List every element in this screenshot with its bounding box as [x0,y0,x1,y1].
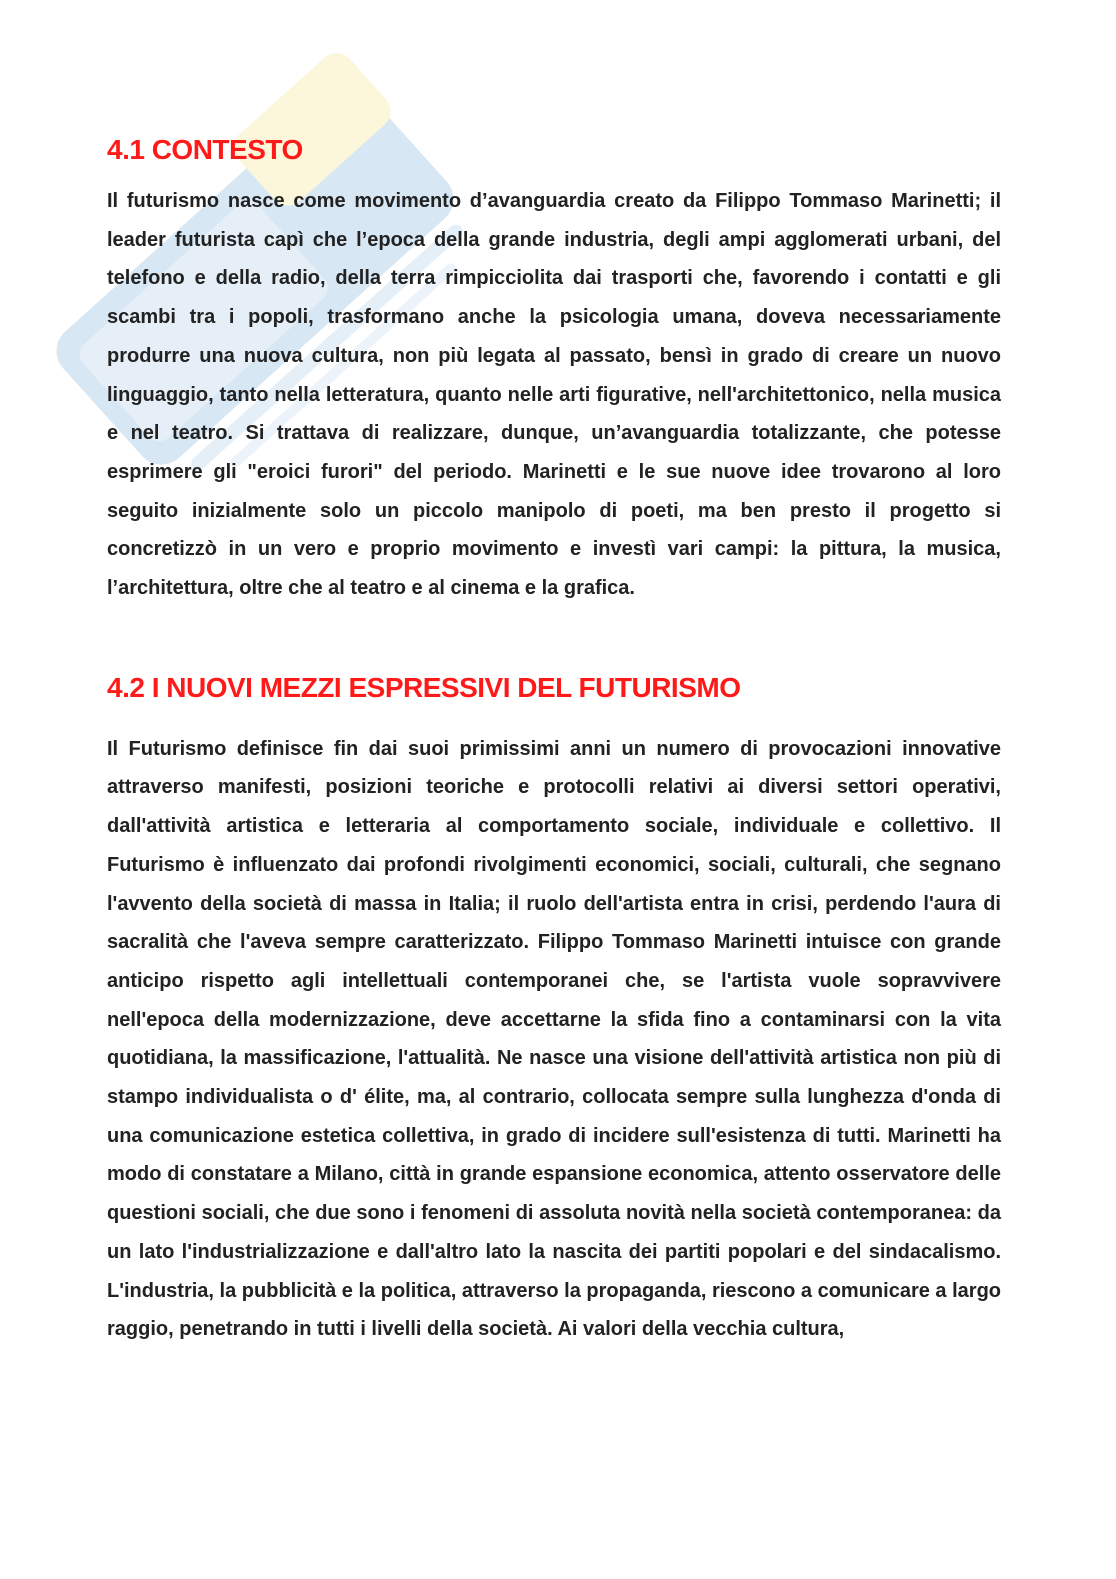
section-heading-mezzi-espressivi: 4.2 I NUOVI MEZZI ESPRESSIVI DEL FUTURISMO [107,671,741,703]
section-paragraph-mezzi-espressivi: Il Futurismo definisce fin dai suoi primissimi anni un numero di provocazioni innovative attraverso manifesti, posizioni teoriche e protocolli relativi ai diversi settori operativi, dall'attività artistica e letteraria al comportamento sociale, individuale e collettivo. Il Futurismo è influenzato dai profondi rivolgimenti economici, sociali, culturali, che segnano l'avvento della società di massa in Italia; il ruolo dell'artista entra in crisi, perdendo l'aura di sacralità che l'aveva sempre caratterizzato. Filippo Tommaso Marinetti intuisce con grande anticipo rispetto agli intellettuali contemporanei che, se l'artista vuole sopravvivere nell'epoca della modernizzazione, deve accettarne la sfida fino a contaminarsi con la vita quotidiana, la massificazione, l'attualità. Ne nasce una visione dell'attività artistica non più di stampo individualista o d' élite, ma, al contrario, collocata sempre sulla lunghezza d'onda di una comunicazione estetica collettiva, in grado di incidere sull'esistenza di tutti. Marinetti ha modo di constatare a Milano, città in grande espansione economica, attento osservatore delle questioni sociali, che due sono i fenomeni di assoluta novità nella società contemporanea: da un lato l'industrializzazione e dall'altro lato la nascita dei partiti popolari e del sindacalismo. L'industria, la pubblicità e la politica, attraverso la propaganda, riescono a comunicare a largo raggio, penetrando in tutti i livelli della società. Ai valori della vecchia cultura, [107,737,1001,1341]
section-heading-contesto: 4.1 CONTESTO [107,134,303,165]
document-content [107,128,1001,1349]
section-paragraph-contesto: Il futurismo nasce come movimento d’avanguardia creato da Filippo Tommaso Marinetti; il leader futurista capì che l’epoca della grande industria, degli ampi agglomerati urbani, del telefono e della radio, della terra rimpicciolita dai trasporti che, favorendo i contatti e gli scambi tra i popoli, trasformano anche la psicologia umana, doveva necessariamente produrre una nuova cultura, non più legata al passato, bensì in grado di creare un nuovo linguaggio, tanto nella letteratura, quanto nelle arti figurative, nell'architettonico, nella musica e nel teatro. Si trattava di realizzare, dunque, un’avanguardia totalizzante, che potesse esprimere gli "eroici furori" del periodo. Marinetti e le sue nuove idee trovarono al loro seguito inizialmente solo un piccolo manipolo di poeti, ma ben presto il progetto si concretizzò in un vero e proprio movimento e investì vari campi: la pittura, la musica, l’architettura, oltre che al teatro e al cinema e la grafica. [107,190,1001,600]
